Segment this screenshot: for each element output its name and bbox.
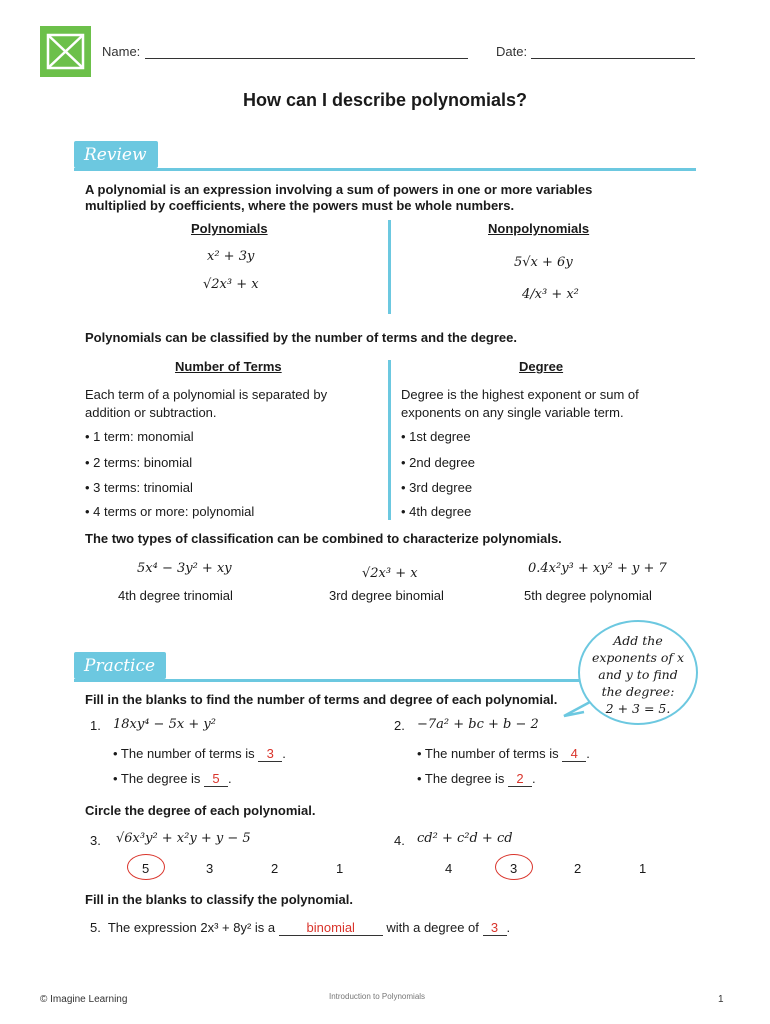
terms-list-item: • 3 terms: trinomial xyxy=(85,480,193,495)
degree-header: Degree xyxy=(519,359,564,374)
review-rule xyxy=(74,168,696,171)
degree-desc-2: exponents on any single variable term. xyxy=(401,405,624,420)
period: . xyxy=(532,771,536,786)
practice-instruction-2: Circle the degree of each polynomial. xyxy=(85,803,316,818)
q2-degree-answer[interactable]: 2 xyxy=(508,771,532,787)
terms-list-item: • 4 terms or more: polynomial xyxy=(85,504,255,519)
q1-degree-line xyxy=(113,771,232,787)
bubble-tail xyxy=(562,700,592,720)
hint-line: the degree: xyxy=(601,684,675,699)
nonpolynomials-header: Nonpolynomials xyxy=(488,221,590,236)
question-number: 2. xyxy=(394,718,405,733)
date-label: Date: xyxy=(496,44,528,59)
question-number: 5. xyxy=(90,920,101,935)
question-2-expr: −7a² + bc + b − 2 xyxy=(417,717,539,732)
question-number: 4. xyxy=(394,833,405,848)
page-title: How can I describe polynomials? xyxy=(242,90,528,110)
combined-example-label: 3rd degree binomial xyxy=(329,588,444,603)
q4-option[interactable]: 1 xyxy=(639,861,647,876)
poly-example-1: x² + 3y xyxy=(207,249,255,264)
degree-desc-1: Degree is the highest exponent or sum of xyxy=(401,387,639,402)
period: . xyxy=(586,746,590,761)
terms-desc-2: addition or subtraction. xyxy=(85,405,217,420)
hint-line: and y to find xyxy=(598,667,678,682)
q4-option[interactable]: 4 xyxy=(445,861,453,876)
degree-list-item: • 4th degree xyxy=(401,504,472,519)
terms-prefix: • The number of terms is xyxy=(113,746,255,761)
review-divider-1 xyxy=(388,220,391,314)
combined-example-expr: 0.4x²y³ + xy² + y + 7 xyxy=(528,561,667,576)
review-intro-line1: A polynomial is an expression involving a sum of powers in one or more variables xyxy=(85,182,593,197)
degree-prefix: • The degree is xyxy=(417,771,505,786)
question-1-expr: 18xy⁴ − 5x + y² xyxy=(113,717,216,732)
q3-option[interactable]: 3 xyxy=(206,861,214,876)
review-tab: Review xyxy=(74,141,158,168)
hint-line: exponents of x xyxy=(591,650,685,665)
period: . xyxy=(282,746,286,761)
practice-instruction-3: Fill in the blanks to classify the polynomial. xyxy=(85,892,353,907)
combined-example-expr: √2x³ + x xyxy=(362,566,418,581)
q5-degree-answer[interactable]: 3 xyxy=(483,920,507,936)
combined-example-expr: 5x⁴ − 3y² + xy xyxy=(137,561,232,576)
q5-text-a: The expression 2x³ + 8y² is a xyxy=(107,920,276,935)
hint-line: 2 + 3 = 5. xyxy=(605,701,671,716)
practice-rule xyxy=(74,679,584,682)
terms-desc-1: Each term of a polynomial is separated by xyxy=(85,387,328,402)
q1-terms-answer[interactable]: 3 xyxy=(258,746,282,762)
period: . xyxy=(506,920,511,935)
q2-terms-answer[interactable]: 4 xyxy=(562,746,586,762)
degree-list-item: • 1st degree xyxy=(401,429,471,444)
poly-example-2: √2x³ + x xyxy=(203,277,259,292)
review-divider-2 xyxy=(388,360,391,520)
q4-option[interactable]: 3 xyxy=(510,861,518,876)
hint-speech-bubble xyxy=(578,620,698,725)
polynomials-header: Polynomials xyxy=(191,221,268,236)
nonpoly-example-1: 5√x + 6y xyxy=(514,255,573,270)
imagine-learning-logo xyxy=(40,26,91,77)
terms-list-item: • 1 term: monomial xyxy=(85,429,194,444)
q2-degree-line xyxy=(417,771,536,787)
degree-list-item: • 3rd degree xyxy=(401,480,473,495)
practice-tab: Practice xyxy=(74,652,166,679)
name-label: Name: xyxy=(102,44,141,59)
classify-text: Polynomials can be classified by the number of terms and the degree. xyxy=(85,330,518,345)
degree-list-item: • 2nd degree xyxy=(401,455,475,470)
q4-option[interactable]: 2 xyxy=(574,861,582,876)
question-number: 3. xyxy=(90,833,101,848)
q3-option[interactable]: 5 xyxy=(142,861,150,876)
question-4-expr: cd² + c²d + cd xyxy=(417,831,513,846)
question-number: 1. xyxy=(90,718,101,733)
name-field[interactable] xyxy=(145,44,468,59)
footer-copyright: © Imagine Learning xyxy=(40,994,128,1005)
practice-instruction-1: Fill in the blanks to find the number of terms and degree of each polynomial. xyxy=(85,692,558,707)
period: . xyxy=(228,771,232,786)
terms-prefix: • The number of terms is xyxy=(417,746,559,761)
q2-terms-line xyxy=(417,746,590,762)
review-intro-line2: multiplied by coefficients, where the powers must be whole numbers. xyxy=(85,198,515,213)
terms-list-item: • 2 terms: binomial xyxy=(85,455,193,470)
nonpoly-example-2: 4/x³ + x² xyxy=(522,287,579,302)
q3-option[interactable]: 2 xyxy=(271,861,279,876)
q3-option[interactable]: 1 xyxy=(336,861,344,876)
hint-line: Add the xyxy=(613,633,663,648)
number-of-terms-header: Number of Terms xyxy=(175,359,282,374)
q5-text-b: with a degree of xyxy=(386,920,479,935)
q5-classification-answer[interactable]: binomial xyxy=(279,920,383,936)
q1-degree-answer[interactable]: 5 xyxy=(204,771,228,787)
question-5-line xyxy=(90,920,510,936)
question-3-expr: √6x³y² + x²y + y − 5 xyxy=(116,831,251,846)
footer-title: Introduction to Polynomials xyxy=(329,992,426,1001)
degree-prefix: • The degree is xyxy=(113,771,201,786)
q1-terms-line xyxy=(113,746,286,762)
combined-example-label: 5th degree polynomial xyxy=(524,588,652,603)
page-number: 1 xyxy=(718,994,724,1005)
date-field[interactable] xyxy=(531,44,695,59)
combined-text: The two types of classification can be combined to characterize polynomials. xyxy=(85,531,562,546)
combined-example-label: 4th degree trinomial xyxy=(118,588,233,603)
